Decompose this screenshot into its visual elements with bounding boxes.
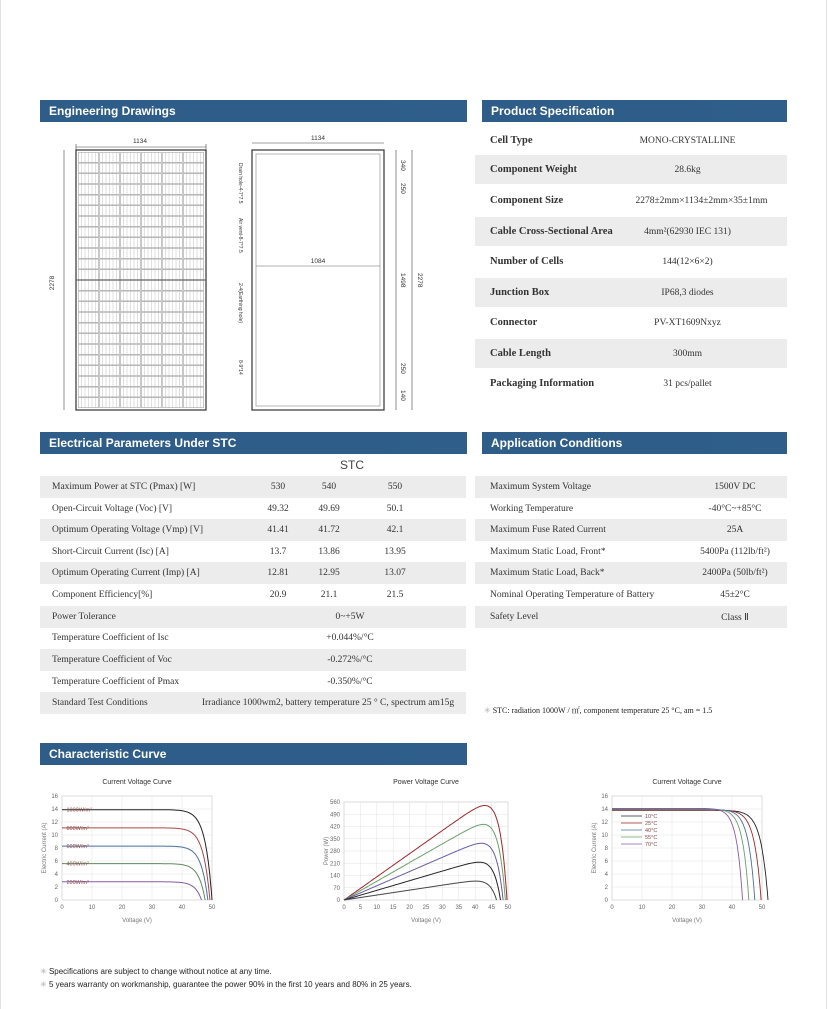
electrical-value: 42.1	[386, 525, 404, 535]
electrical-single-row	[40, 606, 466, 628]
dim-140: 140	[399, 390, 406, 401]
x-tick-label: 30	[439, 905, 446, 911]
stc-note-text: STC: radiation 1000W / ㎡, component temperature 25 °C, am = 1.5	[492, 706, 713, 715]
electrical-key: Optimum Operating Voltage (Vmp) [V]	[52, 525, 204, 535]
spec-value: 300mm	[672, 349, 703, 359]
dim-1498: 1498	[399, 273, 406, 288]
spec-row	[475, 369, 787, 398]
electrical-value: 13.95	[384, 547, 406, 557]
series-label: 1000W/m²	[66, 807, 92, 814]
spec-value: 144(12×6×2)	[662, 257, 713, 267]
spec-value: PV-XT1609Nxyz	[654, 318, 721, 328]
spec-row	[475, 339, 787, 368]
electrical-key: Power Tolerance	[52, 612, 116, 622]
dim-250-bottom: 250	[399, 363, 406, 374]
footnote-2-text: 5 years warranty on workmanship, guarantee the power 90% in the first 10 years and 80% in 25 years.	[48, 980, 412, 989]
y-tick-label: 6	[54, 859, 58, 865]
panel-height-label: 2278	[49, 275, 56, 291]
electrical-key: Optimum Operating Current (Imp) [A]	[52, 568, 200, 578]
spec-key: Connector	[490, 317, 538, 328]
electrical-single-row	[40, 671, 466, 693]
y-tick-label: 560	[329, 800, 340, 806]
y-tick-label: 0	[604, 898, 608, 904]
electrical-single-row	[40, 627, 466, 649]
x-tick-label: 35	[455, 905, 463, 911]
footnote-2	[40, 980, 412, 989]
y-tick-label: 70	[333, 885, 340, 892]
x-tick-label: 30	[698, 905, 706, 911]
y-tick-label: 140	[329, 873, 340, 880]
electrical-row	[40, 541, 466, 563]
application-row	[475, 541, 787, 563]
electrical-value: 12.81	[267, 568, 289, 578]
stc-note	[484, 705, 712, 716]
spec-key: Cell Type	[490, 135, 533, 146]
y-axis-label: Electric Current (A)	[42, 822, 48, 874]
x-tick-label: 10	[638, 905, 646, 911]
application-value: 45±2°C	[720, 590, 750, 600]
electrical-row	[40, 498, 466, 520]
spec-key: Component Weight	[490, 164, 578, 175]
x-tick-label: 50	[504, 905, 512, 911]
air-vent-label: Air vent-8-7*7.5	[237, 218, 243, 253]
application-row	[475, 584, 787, 606]
stc-label: STC	[340, 458, 364, 472]
electrical-row	[40, 584, 466, 606]
application-key: Maximum Fuse Rated Current	[490, 525, 606, 535]
dim-250-top: 250	[399, 183, 406, 194]
application-conditions-title: Application Conditions	[491, 436, 623, 450]
electrical-row	[40, 562, 466, 584]
spec-value: MONO-CRYSTALLINE	[639, 136, 736, 146]
asterisk-icon: ✳	[40, 967, 49, 976]
y-tick-label: 0	[336, 898, 340, 904]
spec-value: 28.6kg	[674, 165, 701, 175]
electrical-row	[40, 519, 466, 541]
back-width-label: 1134	[311, 135, 325, 142]
application-key: Maximum Static Load, Front*	[490, 547, 606, 557]
legend-label: 10°C	[645, 814, 658, 820]
chart-title: Power Voltage Curve	[393, 779, 459, 786]
footnote-1	[40, 967, 272, 976]
electrical-value: 20.9	[269, 590, 287, 600]
y-tick-label: 4	[604, 872, 608, 878]
electrical-value: 13.7	[269, 547, 287, 557]
x-tick-label: 40	[178, 905, 186, 911]
x-tick-label: 20	[668, 905, 676, 911]
y-tick-label: 10	[51, 833, 58, 839]
spec-value: 4mm²(62930 IEC 131)	[644, 227, 731, 237]
chart-title: Current Voltage Curve	[652, 779, 722, 786]
electrical-value: +0.044%/°C	[326, 633, 374, 643]
legend-label: 40°C	[645, 828, 658, 834]
application-key: Maximum System Voltage	[490, 482, 591, 492]
asterisk-icon: ✳	[484, 706, 493, 715]
x-tick-label: 40	[471, 905, 479, 911]
application-row	[475, 498, 787, 520]
electrical-row	[40, 476, 466, 498]
x-tick-label: 0	[60, 905, 64, 911]
engineering-drawing	[40, 128, 470, 418]
x-tick-label: 10	[373, 905, 381, 911]
application-value: 1500V DC	[714, 482, 756, 492]
application-value: 2400Pa (50lb/ft²)	[702, 568, 768, 578]
electrical-key: Component Efficiency[%]	[52, 590, 153, 600]
spec-key: Packaging Information	[490, 378, 595, 389]
iv-series-line	[62, 807, 212, 900]
back-panel-frame	[252, 150, 384, 410]
inner-width-label: 1084	[310, 258, 326, 265]
electrical-value: 550	[387, 482, 403, 492]
x-tick-label: 5	[358, 905, 363, 911]
application-row	[475, 606, 787, 628]
electrical-parameters-title: Electrical Parameters Under STC	[49, 436, 237, 450]
x-axis-label: Voltage (V)	[411, 918, 441, 924]
legend-label: 55°C	[645, 835, 658, 841]
x-tick-label: 10	[88, 905, 96, 911]
y-tick-label: 350	[329, 836, 340, 843]
x-axis-label: Voltage (V)	[122, 918, 152, 924]
electrical-key: Maximum Power at STC (Pmax) [W]	[52, 482, 196, 492]
application-key: Safety Level	[490, 612, 539, 622]
electrical-value: 49.32	[267, 504, 289, 514]
spec-row	[475, 217, 787, 246]
product-specification-title: Product Specification	[491, 104, 615, 118]
electrical-value: Irradiance 1000wm2, battery temperature 25 ° C, spectrum am15g	[201, 698, 455, 708]
y-tick-label: 14	[51, 807, 58, 813]
characteristic-curve-title: Characteristic Curve	[49, 747, 167, 761]
spec-key: Cable Cross-Sectional Area	[490, 226, 613, 237]
mount-hole-label: 8-9*14	[237, 360, 243, 375]
asterisk-icon: ✳	[40, 980, 49, 989]
legend-label: 70°C	[645, 842, 658, 848]
electrical-key: Temperature Coefficient of Voc	[52, 655, 172, 665]
x-tick-label: 20	[118, 905, 126, 911]
electrical-key: Open-Circuit Voltage (Voc) [V]	[52, 504, 173, 514]
y-tick-label: 2	[604, 885, 608, 891]
y-tick-label: 8	[54, 846, 58, 852]
x-tick-label: 20	[406, 905, 413, 911]
electrical-key: Standard Test Conditions	[52, 698, 148, 708]
series-label: 400W/m²	[66, 861, 89, 868]
application-conditions-header	[482, 432, 787, 454]
x-tick-label: 45	[488, 905, 495, 911]
characteristic-curve-header	[40, 743, 467, 765]
electrical-single-row	[40, 692, 466, 714]
spec-row	[475, 155, 787, 184]
application-value: -40°C~+85°C	[708, 504, 762, 514]
electrical-value: 21.5	[386, 590, 404, 600]
spec-row	[475, 126, 787, 155]
application-row	[475, 476, 787, 498]
spec-value: 2278±2mm×1134±2mm×35±1mm	[635, 196, 768, 206]
application-value: Class Ⅱ	[721, 613, 749, 623]
electrical-key: Temperature Coefficient of Isc	[52, 633, 169, 643]
y-tick-label: 14	[601, 807, 608, 813]
y-tick-label: 490	[329, 812, 340, 819]
chart-title: Current Voltage Curve	[102, 779, 172, 786]
right-page-edge	[826, 0, 827, 1009]
y-tick-label: 16	[51, 794, 58, 800]
spec-key: Component Size	[490, 195, 564, 206]
y-tick-label: 12	[601, 820, 608, 826]
iv-series-line	[62, 846, 208, 900]
electrical-single-row	[40, 649, 466, 671]
pv-series-line	[344, 843, 503, 900]
application-row	[475, 562, 787, 584]
spec-row	[475, 186, 787, 215]
x-tick-label: 0	[342, 905, 346, 911]
spec-key: Cable Length	[490, 348, 551, 359]
dim-2278: 2278	[416, 273, 423, 288]
electrical-value: -0.272%/°C	[327, 655, 373, 665]
left-page-edge	[0, 0, 1, 1009]
iv-irradiance-chart	[40, 772, 230, 932]
electrical-value: 41.72	[318, 525, 340, 535]
engineering-drawings-title: Engineering Drawings	[49, 104, 176, 118]
series-label: 200W/m²	[66, 879, 89, 886]
x-tick-label: 0	[610, 905, 614, 911]
y-tick-label: 16	[601, 794, 608, 800]
y-tick-label: 12	[51, 820, 58, 826]
y-tick-label: 6	[604, 859, 608, 865]
application-row	[475, 519, 787, 541]
application-key: Maximum Static Load, Back*	[490, 568, 605, 578]
drain-hole-label: Drain hole-4-7*7.5	[237, 163, 243, 204]
electrical-value: 540	[321, 482, 337, 492]
footnote-1-text: Specifications are subject to change without notice at any time.	[48, 967, 272, 976]
spec-value: IP68,3 diodes	[661, 288, 714, 298]
iv-temperature-chart	[590, 772, 780, 932]
electrical-value: 12.95	[318, 568, 340, 578]
x-tick-label: 40	[728, 905, 736, 911]
power-voltage-chart	[310, 772, 520, 932]
application-key: Nominal Operating Temperature of Battery	[490, 590, 655, 600]
y-tick-label: 420	[329, 824, 340, 831]
electrical-value: 41.41	[267, 525, 289, 535]
header-fade	[347, 432, 467, 454]
electrical-value: 49.69	[318, 504, 340, 514]
y-tick-label: 8	[604, 846, 608, 852]
legend-label: 25°C	[645, 821, 658, 827]
x-tick-label: 50	[758, 905, 766, 911]
y-tick-label: 2	[54, 885, 58, 891]
header-fade	[667, 432, 787, 454]
electrical-value: 0~+5W	[335, 612, 365, 622]
y-axis-label: Power (W)	[324, 836, 330, 866]
header-fade	[347, 100, 467, 122]
electrical-parameters-header	[40, 432, 467, 454]
series-label: 800W/m²	[66, 825, 89, 832]
y-axis-label: Electric Current (A)	[592, 822, 598, 874]
panel-width-label: 1134	[133, 138, 147, 145]
y-tick-label: 10	[601, 833, 608, 839]
spec-row	[475, 278, 787, 307]
spec-row	[475, 308, 787, 337]
header-fade	[347, 743, 467, 765]
electrical-key: Temperature Coefficient of Pmax	[52, 677, 180, 687]
spec-key: Number of Cells	[490, 256, 564, 267]
x-axis-label: Voltage (V)	[672, 918, 702, 924]
dim-340: 340	[399, 160, 406, 171]
y-tick-label: 0	[54, 898, 58, 904]
application-value: 5400Pa (112lb/ft²)	[700, 547, 770, 557]
y-tick-label: 4	[54, 872, 58, 878]
series-label: 600W/m²	[66, 844, 89, 851]
x-tick-label: 15	[389, 905, 397, 911]
y-tick-label: 280	[329, 849, 340, 855]
x-tick-label: 25	[422, 905, 430, 911]
header-fade	[667, 100, 787, 122]
electrical-value: 13.07	[384, 568, 406, 578]
engineering-drawings-header	[40, 100, 467, 122]
spec-key: Junction Box	[490, 287, 550, 298]
electrical-key: Short-Circuit Current (Isc) [A]	[52, 547, 169, 557]
electrical-value: 21.1	[320, 590, 338, 600]
application-value: 25A	[726, 525, 744, 535]
electrical-value: -0.350%/°C	[327, 677, 373, 687]
x-tick-label: 50	[208, 905, 216, 911]
product-specification-header	[482, 100, 787, 122]
earthing-hole-label: 2-4(Earthing hole)	[237, 283, 243, 324]
spec-value: 31 pcs/pallet	[663, 379, 712, 389]
spec-row	[475, 247, 787, 276]
electrical-value: 50.1	[386, 504, 404, 514]
x-tick-label: 30	[148, 905, 156, 911]
application-key: Working Temperature	[490, 504, 574, 514]
electrical-value: 13.86	[318, 547, 340, 557]
electrical-value: 530	[270, 482, 286, 492]
y-tick-label: 210	[329, 861, 340, 868]
